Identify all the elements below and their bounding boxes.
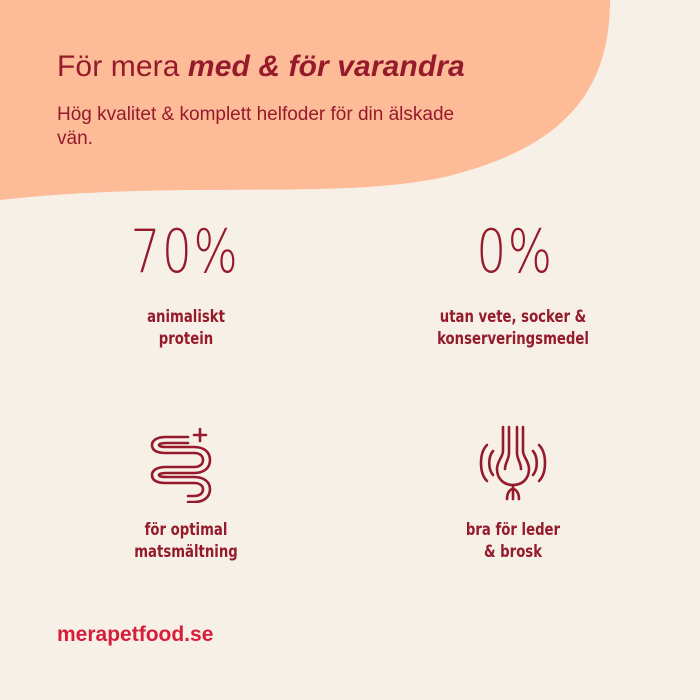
title-emphasis: med & för varandra (187, 50, 465, 83)
caption-line: animaliskt (147, 307, 225, 327)
page-subtitle: Hög kvalitet & komplett helfoder för din älskade vän. (57, 104, 455, 149)
feature-caption-joints (412, 519, 615, 563)
caption-line: konserveringsmedel (437, 329, 589, 349)
feature-caption-additives (412, 306, 615, 350)
joint-icon (473, 423, 553, 503)
page-title (57, 50, 465, 84)
website-link[interactable]: merapetfood.se (57, 623, 214, 646)
caption-line: matsmältning (134, 542, 238, 562)
intestine-plus-icon (148, 423, 228, 503)
caption-line: utan vete, socker & (439, 307, 587, 327)
caption-line: för optimal (144, 520, 228, 540)
feature-caption-protein (85, 306, 288, 350)
stat-no-additives: 0% (476, 217, 554, 287)
stat-animal-protein: 70% (130, 217, 240, 287)
title-plain: För mera (57, 50, 188, 83)
caption-line: protein (158, 329, 214, 349)
feature-caption-digestion (85, 519, 288, 563)
caption-line: & brosk (483, 542, 543, 562)
caption-line: bra för leder (465, 520, 561, 540)
